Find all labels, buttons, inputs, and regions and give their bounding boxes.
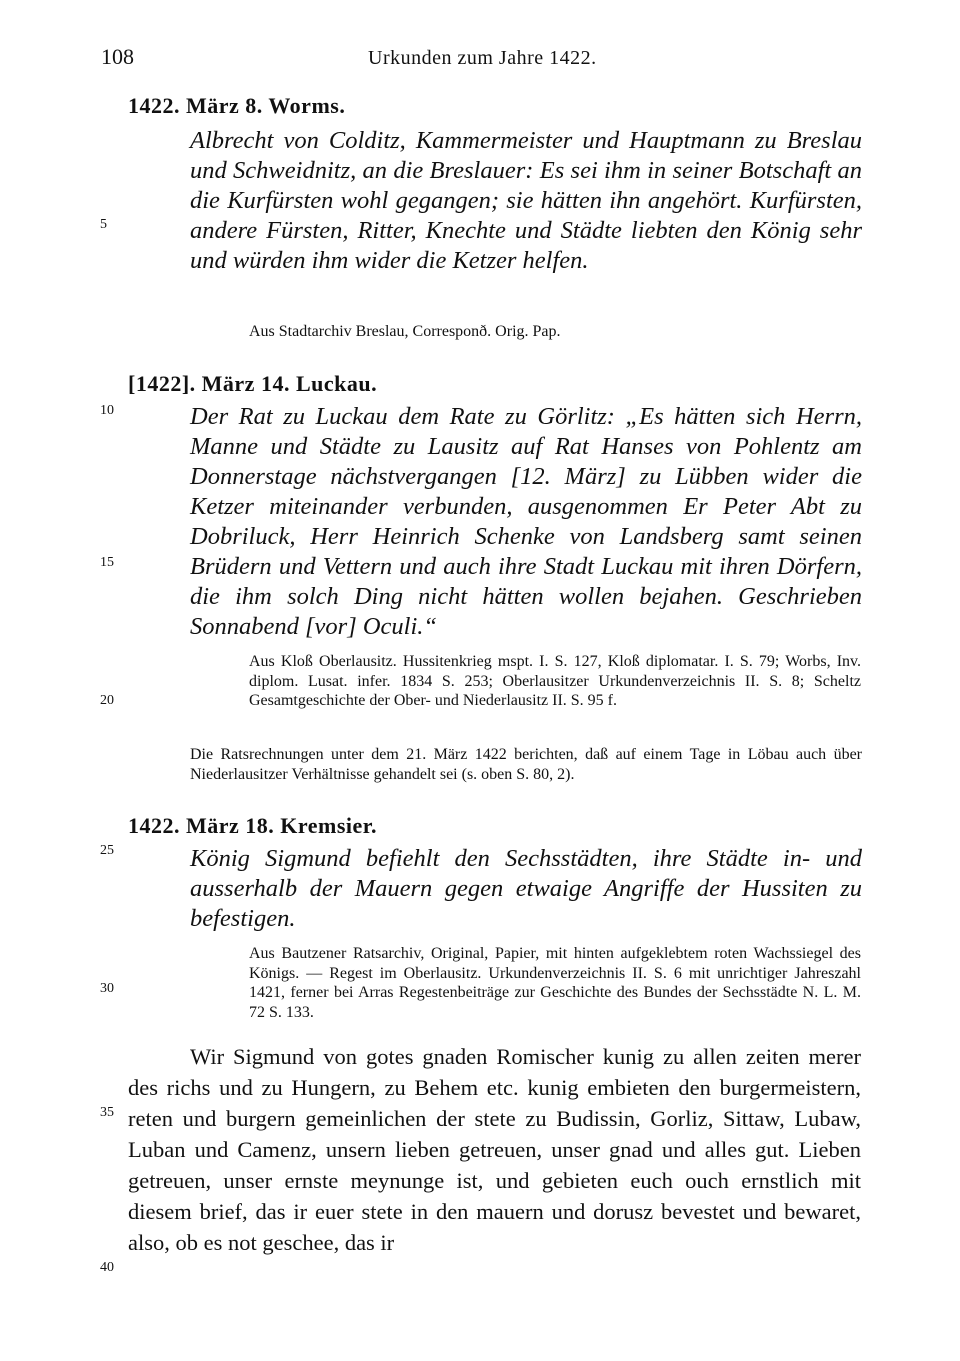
entry-source: Aus Bautzener Ratsarchiv, Original, Papier, mit hinten aufgeklebtem roten Wachssiegel des Königs. — Regest im Oberlausitz. Urkundenverzeichnis II. S. 6 mit unrichtiger Jahreszahl 1421, ferner bei Arras Regestenbeiträge zur Geschichte des Bundes der Sechsstädte N. L. M. 72 S. 133. bbox=[249, 945, 861, 1021]
line-number: 30 bbox=[100, 981, 114, 996]
entry-heading: 1422. März 8. Worms. bbox=[128, 93, 346, 118]
line-number: 15 bbox=[100, 555, 114, 570]
document-text: Wir Sigmund von gotes gnaden Romischer kunig zu allen zeiten merer des richs und zu Hungern, zu Behem etc. kunig embieten den burgermeistern, reten und burgern gemeinlichen der stete zu Budissin, Gorliz, Sittaw, Lubaw, Luban und Camenz, unsern lieben getreuen, unser gnad und alles gut. Lieben getreuen, unser ernste meynunge ist, und gebieten euch ouch ernstlich mit diesem brief, das ir euer stete in den mauern und dorusz bevestet und bewaret, also, ob es not geschee, das ir bbox=[128, 1044, 861, 1255]
entry-summary: König Sigmund befiehlt den Sechsstädten, ihre Städte in- und ausserhalb der Mauern gegen etwaige Angriffe der Hussiten zu befestigen. bbox=[190, 845, 862, 932]
entry-summary: Albrecht von Colditz, Kammermeister und Hauptmann zu Breslau und Schweidnitz, an die Breslauer: Es sei ihm in seiner Botschaft an die Kurfürsten wohl gegangen; sie hätten ihn angehört. Kurfürsten, andere Fürsten, Ritter, Knechte und Städte liebten den König sehr und würden ihm wider die Ketzer helfen. bbox=[190, 127, 862, 274]
entry-heading: [1422]. März 14. Luckau. bbox=[128, 371, 378, 396]
entry-source: Aus Stadtarchiv Breslau, Corresponð. Orig. Pap. bbox=[249, 323, 561, 340]
line-number: 40 bbox=[100, 1260, 114, 1275]
line-number: 25 bbox=[100, 843, 114, 858]
line-number: 20 bbox=[100, 693, 114, 708]
entry-note: Die Ratsrechnungen unter dem 21. März 1422 berichten, daß auf einem Tage in Löbau auch über Niederlausitzer Verhältnisse gehandelt sei (s. oben S. 80, 2). bbox=[190, 746, 862, 783]
line-number: 10 bbox=[100, 403, 114, 418]
entry-source: Aus Kloß Oberlausitz. Hussitenkrieg mspt. I. S. 127, Kloß diplomatar. I. S. 79; Worbs, Inv. diplom. Lusat. infer. 1834 S. 253; Oberlausitzer Urkundenverzeichnis II. S. 8; Scheltz Gesamtgeschichte der Ober- und Niederlausitz II. S. 95 f. bbox=[249, 653, 861, 709]
entry-summary: Der Rat zu Luckau dem Rate zu Görlitz: „Es hätten sich Herrn, Manne und Städte zu Lausitz auf Rat Hanses von Pohlentz am Donnerstage nächstvergangen [12. März] zu Lübben wider die Ketzer miteinander verbunden, ausgenommen Er Peter Abt zu Dobriluck, Herr Heinrich Schenke von Landsberg samt seinen Brüdern und Vettern und auch ihre Stadt Luckau mit ihren Dörfern, die ihm solch Ding nicht hätten wollen bejahen. Geschrieben Sonnabend [vor] Oculi.“ bbox=[190, 403, 862, 640]
entry-heading: 1422. März 18. Kremsier. bbox=[128, 813, 378, 838]
line-number: 5 bbox=[100, 217, 107, 232]
line-number: 35 bbox=[100, 1105, 114, 1120]
running-head: Urkunden zum Jahre 1422. bbox=[368, 47, 597, 69]
page-number: 108 bbox=[101, 44, 134, 69]
